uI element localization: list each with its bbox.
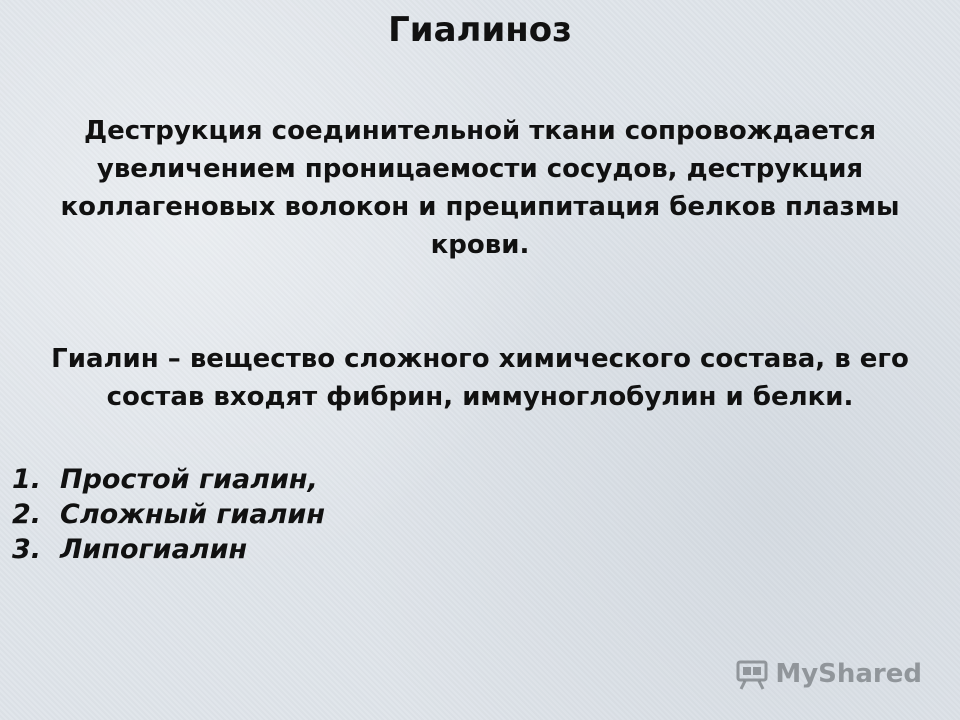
presentation-board-icon <box>735 658 769 690</box>
hyaline-types-list <box>12 462 325 567</box>
list-item-number: 2. <box>12 499 42 530</box>
watermark-text: MyShared <box>775 659 922 689</box>
list-item-text: Простой гиалин, <box>60 464 318 495</box>
list-item <box>12 532 325 567</box>
paragraph-destruction: Деструкция соединительной ткани сопровождается увеличением проницаемости сосудов, деструкция коллагеновых волокон и преципитация белков плазмы крови. <box>60 116 900 260</box>
list-item-number: 3. <box>12 534 42 565</box>
paragraph-hyaline-definition: Гиалин – вещество сложного химического состава, в его состав входят фибрин, иммуноглобулин и белки. <box>51 344 909 412</box>
list-item <box>12 497 325 532</box>
watermark-logo <box>735 658 922 690</box>
list-item <box>12 462 325 497</box>
list-item-text: Липогиалин <box>60 534 248 565</box>
list-item-number: 1. <box>12 464 42 495</box>
list-item-text: Сложный гиалин <box>60 499 325 530</box>
slide-title: Гиалиноз <box>388 10 572 50</box>
